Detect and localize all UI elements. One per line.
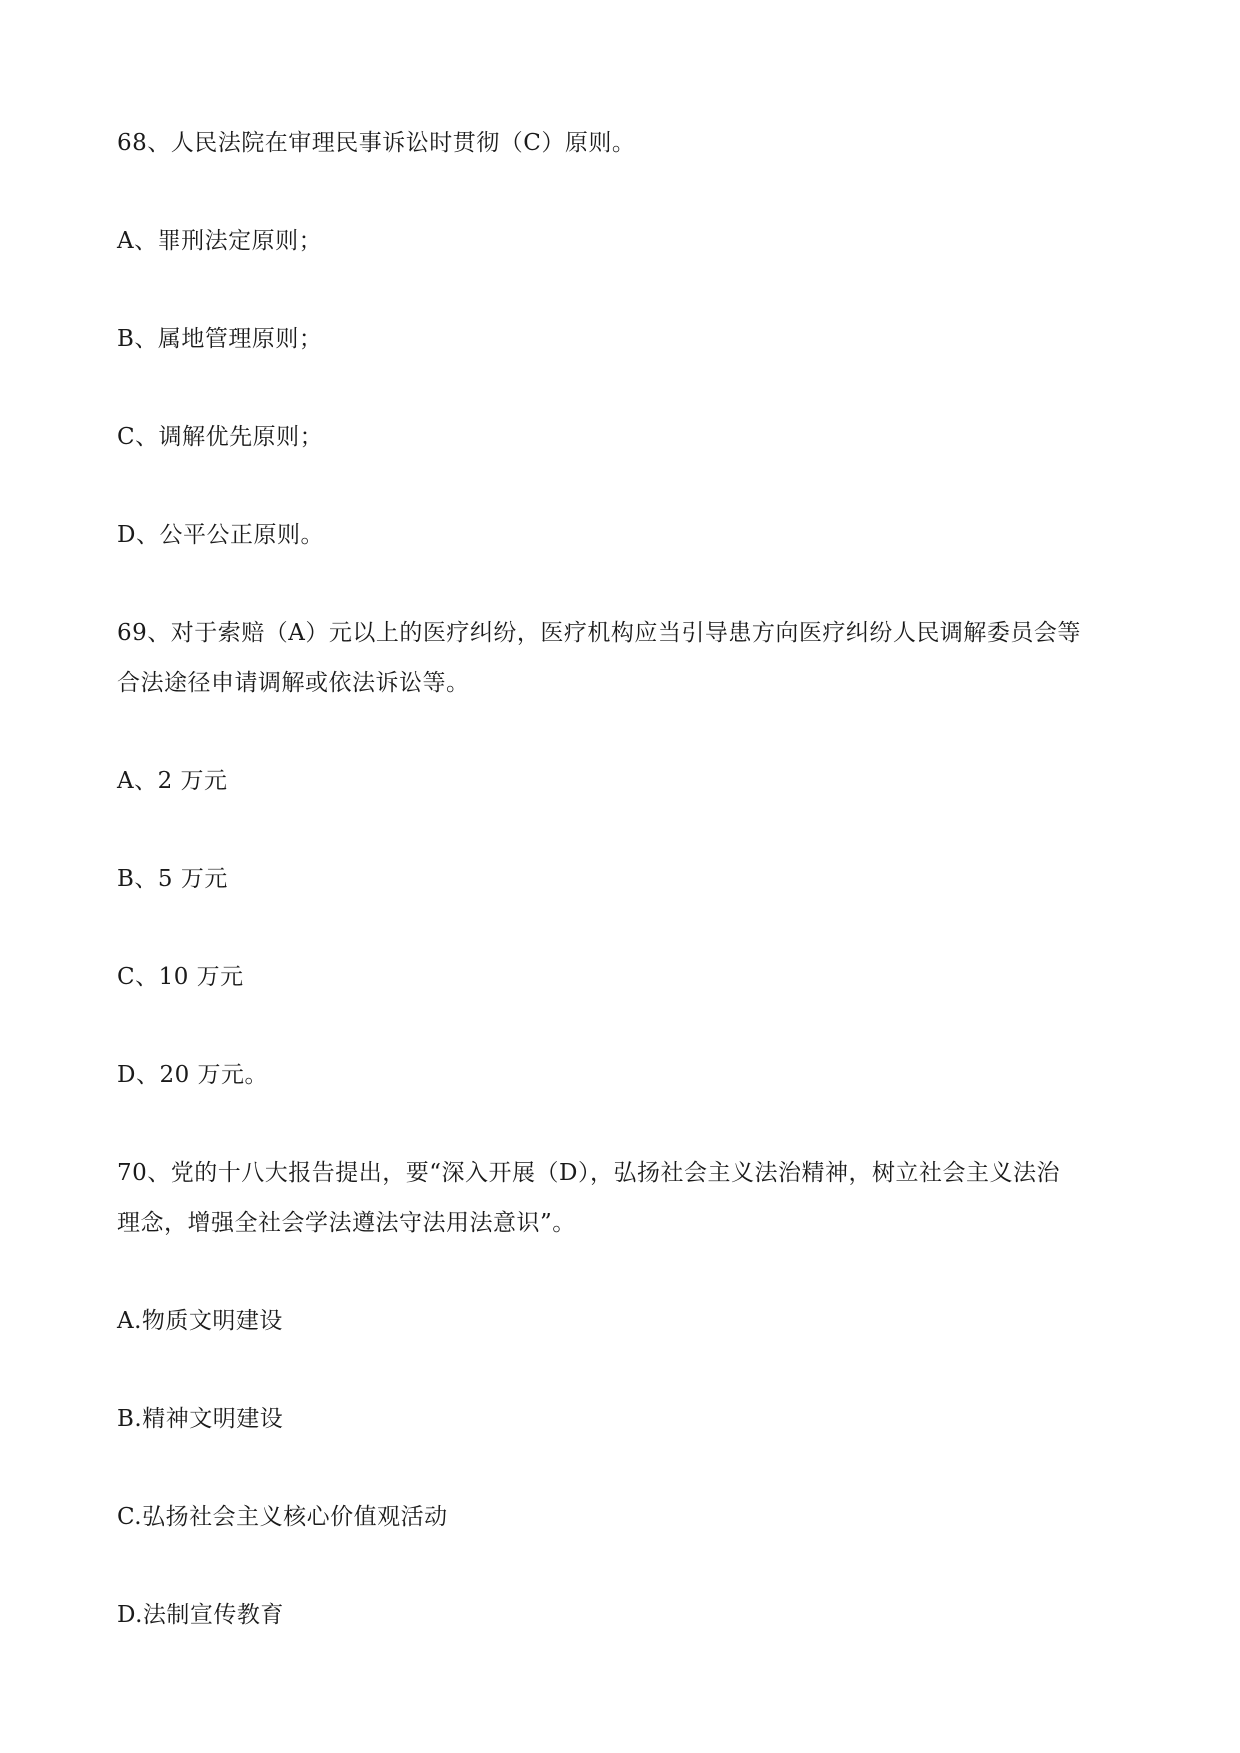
question-69-option-a: A、2 万元 bbox=[117, 768, 228, 794]
question-70-stem-line-2: 理念，增强全社会学法遵法守法用法意识”。 bbox=[117, 1210, 576, 1236]
question-70-option-c: C.弘扬社会主义核心价值观活动 bbox=[117, 1504, 448, 1530]
question-69-stem-line-2: 合法途径申请调解或依法诉讼等。 bbox=[117, 670, 470, 696]
question-69-option-b: B、5 万元 bbox=[117, 866, 228, 892]
question-69-stem-line-1: 69、对于索赔（A）元以上的医疗纠纷，医疗机构应当引导患方向医疗纠纷人民调解委员会等 bbox=[117, 620, 1081, 646]
question-68-option-d: D、公平公正原则。 bbox=[117, 522, 324, 548]
question-68-option-c: C、调解优先原则； bbox=[117, 424, 324, 450]
question-70-option-b: B.精神文明建设 bbox=[117, 1406, 284, 1432]
question-69-option-c: C、10 万元 bbox=[117, 964, 244, 990]
question-70-option-d: D.法制宣传教育 bbox=[117, 1602, 284, 1628]
question-68-stem: 68、人民法院在审理民事诉讼时贯彻（C）原则。 bbox=[117, 130, 636, 156]
question-70-stem-line-1: 70、党的十八大报告提出，要“深入开展（D），弘扬社会主义法治精神，树立社会主义法治 bbox=[117, 1160, 1060, 1186]
question-70-option-a: A.物质文明建设 bbox=[117, 1308, 283, 1334]
question-68-option-a: A、罪刑法定原则； bbox=[117, 228, 323, 254]
question-69-option-d: D、20 万元。 bbox=[117, 1062, 269, 1088]
question-68-option-b: B、属地管理原则； bbox=[117, 326, 323, 352]
